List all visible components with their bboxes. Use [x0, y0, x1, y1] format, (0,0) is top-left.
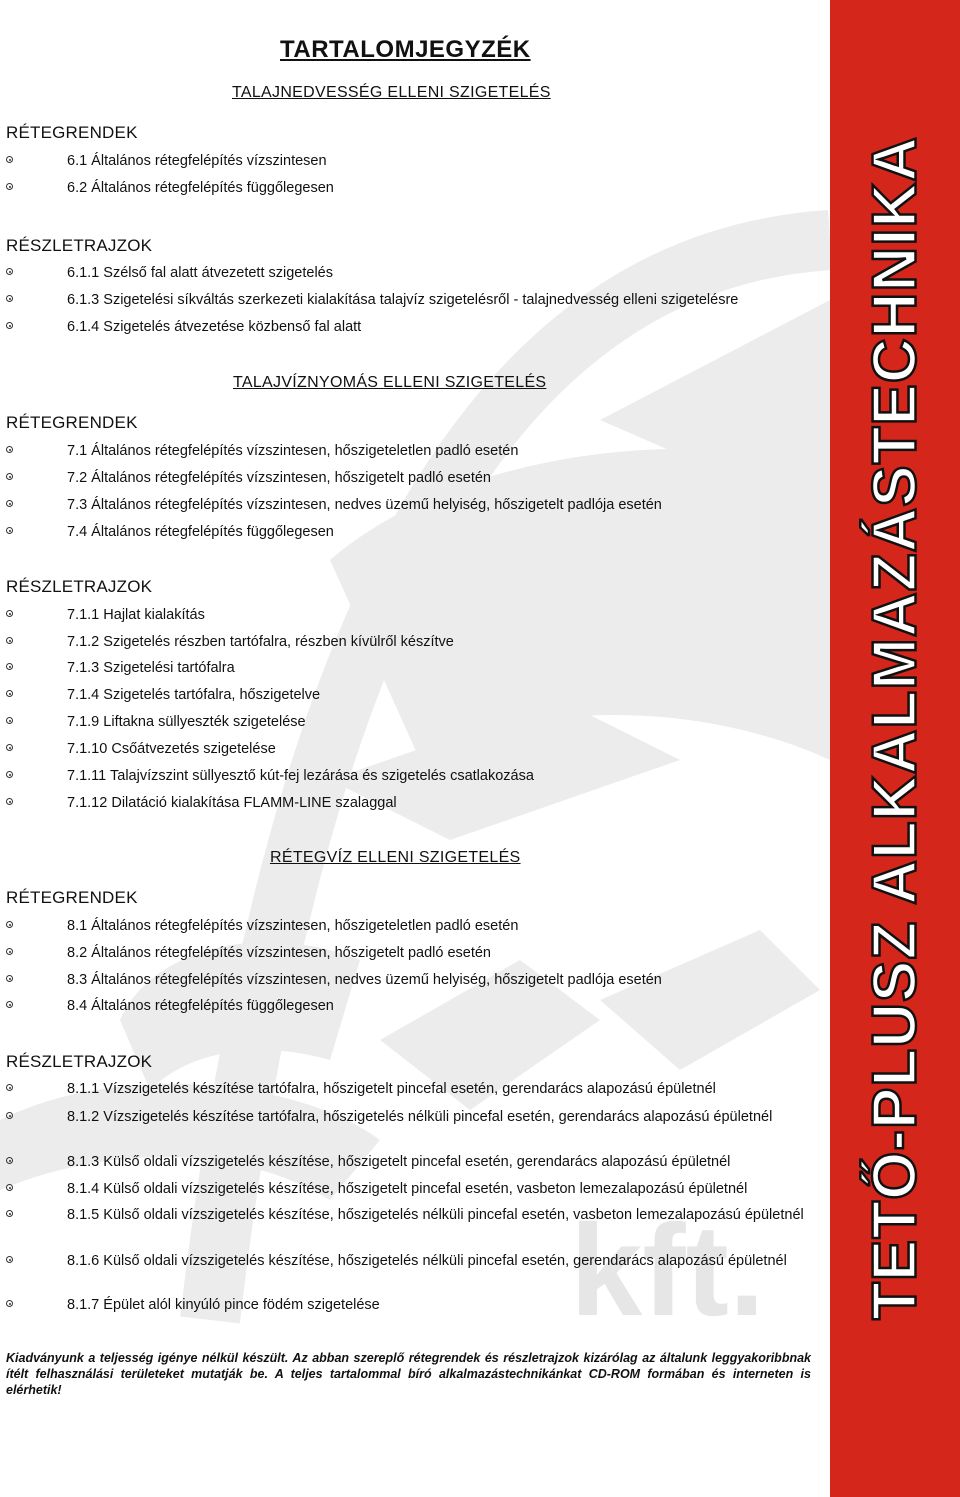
list-item[interactable]: 7.1.11 Talajvízszint süllyesztő kút-fej lezárása és szigetelés csatlakozása — [0, 767, 810, 785]
bullet-icon — [6, 921, 13, 928]
bullet-icon — [6, 1084, 13, 1091]
bullet-icon — [6, 771, 13, 778]
list-item[interactable]: 7.1.9 Liftakna süllyeszték szigetelése — [0, 713, 810, 731]
bullet-icon — [6, 156, 13, 163]
list-item[interactable]: 8.1.2 Vízszigetelés készítése tartófalra, hőszigetelés nélküli pincefal esetén, gerendarács alapozású épületnél — [0, 1108, 810, 1126]
bullet-icon — [6, 1256, 13, 1263]
bullet-icon — [6, 446, 13, 453]
list-item[interactable]: 7.4 Általános rétegfelépítés függőlegesen — [0, 523, 810, 541]
section-title-talajnedvesseg: TALAJNEDVESSÉG ELLENI SZIGETELÉS — [232, 84, 551, 101]
list-item[interactable]: 7.1.4 Szigetelés tartófalra, hőszigetelve — [0, 686, 810, 704]
bullet-icon — [6, 322, 13, 329]
bullet-icon — [6, 975, 13, 982]
bullet-icon — [6, 295, 13, 302]
list-item[interactable]: 6.1 Általános rétegfelépítés vízszintesen — [0, 152, 810, 170]
group-label-retegrendek: RÉTEGRENDEK — [6, 123, 138, 142]
group-label-reszletrajzok: RÉSZLETRAJZOK — [6, 577, 153, 596]
list-item[interactable]: 7.1.12 Dilatáció kialakítása FLAMM-LINE szalaggal — [0, 794, 810, 812]
bullet-icon — [6, 1001, 13, 1008]
list-item[interactable]: 8.1.6 Külső oldali vízszigetelés készítése, hőszigetelés nélküli pincefal esetén, gerendarács alapozású épületnél — [0, 1252, 810, 1270]
bullet-icon — [6, 717, 13, 724]
group-label-retegrendek: RÉTEGRENDEK — [6, 413, 138, 432]
list-item[interactable]: 7.2 Általános rétegfelépítés vízszintesen, hőszigetelt padló esetén — [0, 469, 810, 487]
list-item[interactable]: 7.3 Általános rétegfelépítés vízszintesen, nedves üzemű helyiség, hőszigetelt padlója esetén — [0, 496, 810, 514]
list-item[interactable]: 6.1.1 Szélső fal alatt átvezetett szigetelés — [0, 264, 810, 282]
list-item[interactable]: 6.1.4 Szigetelés átvezetése közbenső fal alatt — [0, 318, 810, 336]
sidebar-title: TETŐ-PLUSZ ALKALMAZÁSTECHNIKA — [860, 136, 930, 1320]
list-item[interactable]: 7.1.3 Szigetelési tartófalra — [0, 659, 810, 677]
footer-note: Kiadványunk a teljesség igénye nélkül készült. Az abban szereplő rétegrendek és részletrajzok kizárólag az általunk leggyakoribbnak ítélt felhasználási területeket mutatják be. A teljes tartalommal bíró alkalmazástechnikánkat CD-ROM formában és interneten is elérhetik! — [6, 1351, 811, 1397]
list-item[interactable]: 8.1.1 Vízszigetelés készítése tartófalra, hőszigetelt pincefal esetén, gerendarács alapozású épületnél — [0, 1080, 810, 1098]
list-item[interactable]: 8.1.3 Külső oldali vízszigetelés készítése, hőszigetelt pincefal esetén, gerendarács alapozású épületnél — [0, 1153, 810, 1171]
list-item[interactable]: 8.2 Általános rétegfelépítés vízszintesen, hőszigetelt padló esetén — [0, 944, 810, 962]
page-title: TARTALOMJEGYZÉK — [280, 36, 531, 63]
bullet-icon — [6, 1112, 13, 1119]
group-label-retegrendek: RÉTEGRENDEK — [6, 888, 138, 907]
list-item[interactable]: 7.1.10 Csőátvezetés szigetelése — [0, 740, 810, 758]
bullet-icon — [6, 744, 13, 751]
bullet-icon — [6, 1184, 13, 1191]
list-item[interactable]: 7.1 Általános rétegfelépítés vízszintesen, hőszigeteletlen padló esetén — [0, 442, 810, 460]
list-item[interactable]: 8.1.4 Külső oldali vízszigetelés készítése, hőszigetelt pincefal esetén, vasbeton lemezalapozású épületnél — [0, 1180, 810, 1198]
list-item[interactable]: 8.1.7 Épület alól kinyúló pince födém szigetelése — [0, 1296, 810, 1314]
list-item[interactable]: 8.3 Általános rétegfelépítés vízszintesen, nedves üzemű helyiség, hőszigetelt padlója esetén — [0, 971, 810, 989]
section-title-retegviz: RÉTEGVÍZ ELLENI SZIGETELÉS — [270, 849, 521, 866]
group-label-reszletrajzok: RÉSZLETRAJZOK — [6, 1052, 153, 1071]
bullet-icon — [6, 690, 13, 697]
list-item[interactable]: 7.1.2 Szigetelés részben tartófalra, részben kívülről készítve — [0, 633, 810, 651]
bullet-icon — [6, 500, 13, 507]
bullet-icon — [6, 1157, 13, 1164]
bullet-icon — [6, 183, 13, 190]
bullet-icon — [6, 637, 13, 644]
group-label-reszletrajzok: RÉSZLETRAJZOK — [6, 236, 153, 255]
bullet-icon — [6, 268, 13, 275]
bullet-icon — [6, 798, 13, 805]
list-item[interactable]: 7.1.1 Hajlat kialakítás — [0, 606, 810, 624]
bullet-icon — [6, 527, 13, 534]
bullet-icon — [6, 473, 13, 480]
sidebar-banner — [830, 0, 960, 1497]
bullet-icon — [6, 610, 13, 617]
list-item[interactable]: 6.2 Általános rétegfelépítés függőlegesen — [0, 179, 810, 197]
watermark-text: kft. — [570, 1197, 765, 1343]
list-item[interactable]: 6.1.3 Szigetelési síkváltás szerkezeti kialakítása talajvíz szigetelésről - talajnedvesség elleni szigetelésre — [0, 291, 810, 309]
list-item[interactable]: 8.4 Általános rétegfelépítés függőlegesen — [0, 997, 810, 1015]
list-item[interactable]: 8.1 Általános rétegfelépítés vízszintesen, hőszigeteletlen padló esetén — [0, 917, 810, 935]
bullet-icon — [6, 1300, 13, 1307]
bullet-icon — [6, 948, 13, 955]
bullet-icon — [6, 1210, 13, 1217]
bullet-icon — [6, 663, 13, 670]
list-item[interactable]: 8.1.5 Külső oldali vízszigetelés készítése, hőszigetelés nélküli pincefal esetén, vasbeton lemezalapozású épületnél — [0, 1206, 810, 1224]
section-title-talajviznyomas: TALAJVÍZNYOMÁS ELLENI SZIGETELÉS — [233, 374, 547, 391]
